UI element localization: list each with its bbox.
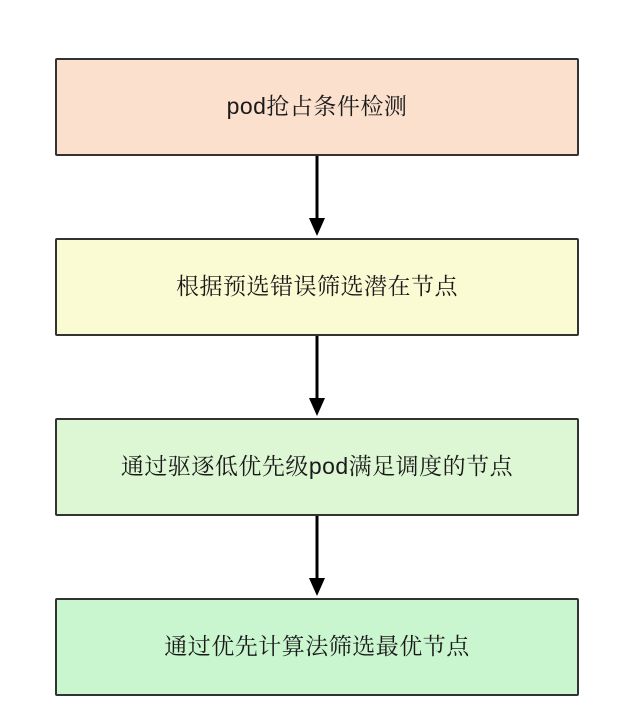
flow-node-label: 通过优先计算法筛选最优节点 [164, 633, 470, 660]
flow-node-evict-low-priority-pods [55, 418, 579, 516]
flow-node-filter-potential-nodes [55, 238, 579, 336]
flow-node-label: 通过驱逐低优先级pod满足调度的节点 [120, 453, 514, 480]
flow-node-select-best-node [55, 598, 579, 696]
flow-node-pod-preemption-check [55, 58, 579, 156]
flow-node-label: pod抢占条件检测 [226, 93, 408, 120]
flow-arrow-2 [297, 336, 337, 418]
flow-arrow-1 [297, 156, 337, 238]
flow-arrow-3 [297, 516, 337, 598]
flow-node-label: 根据预选错误筛选潜在节点 [176, 273, 458, 300]
